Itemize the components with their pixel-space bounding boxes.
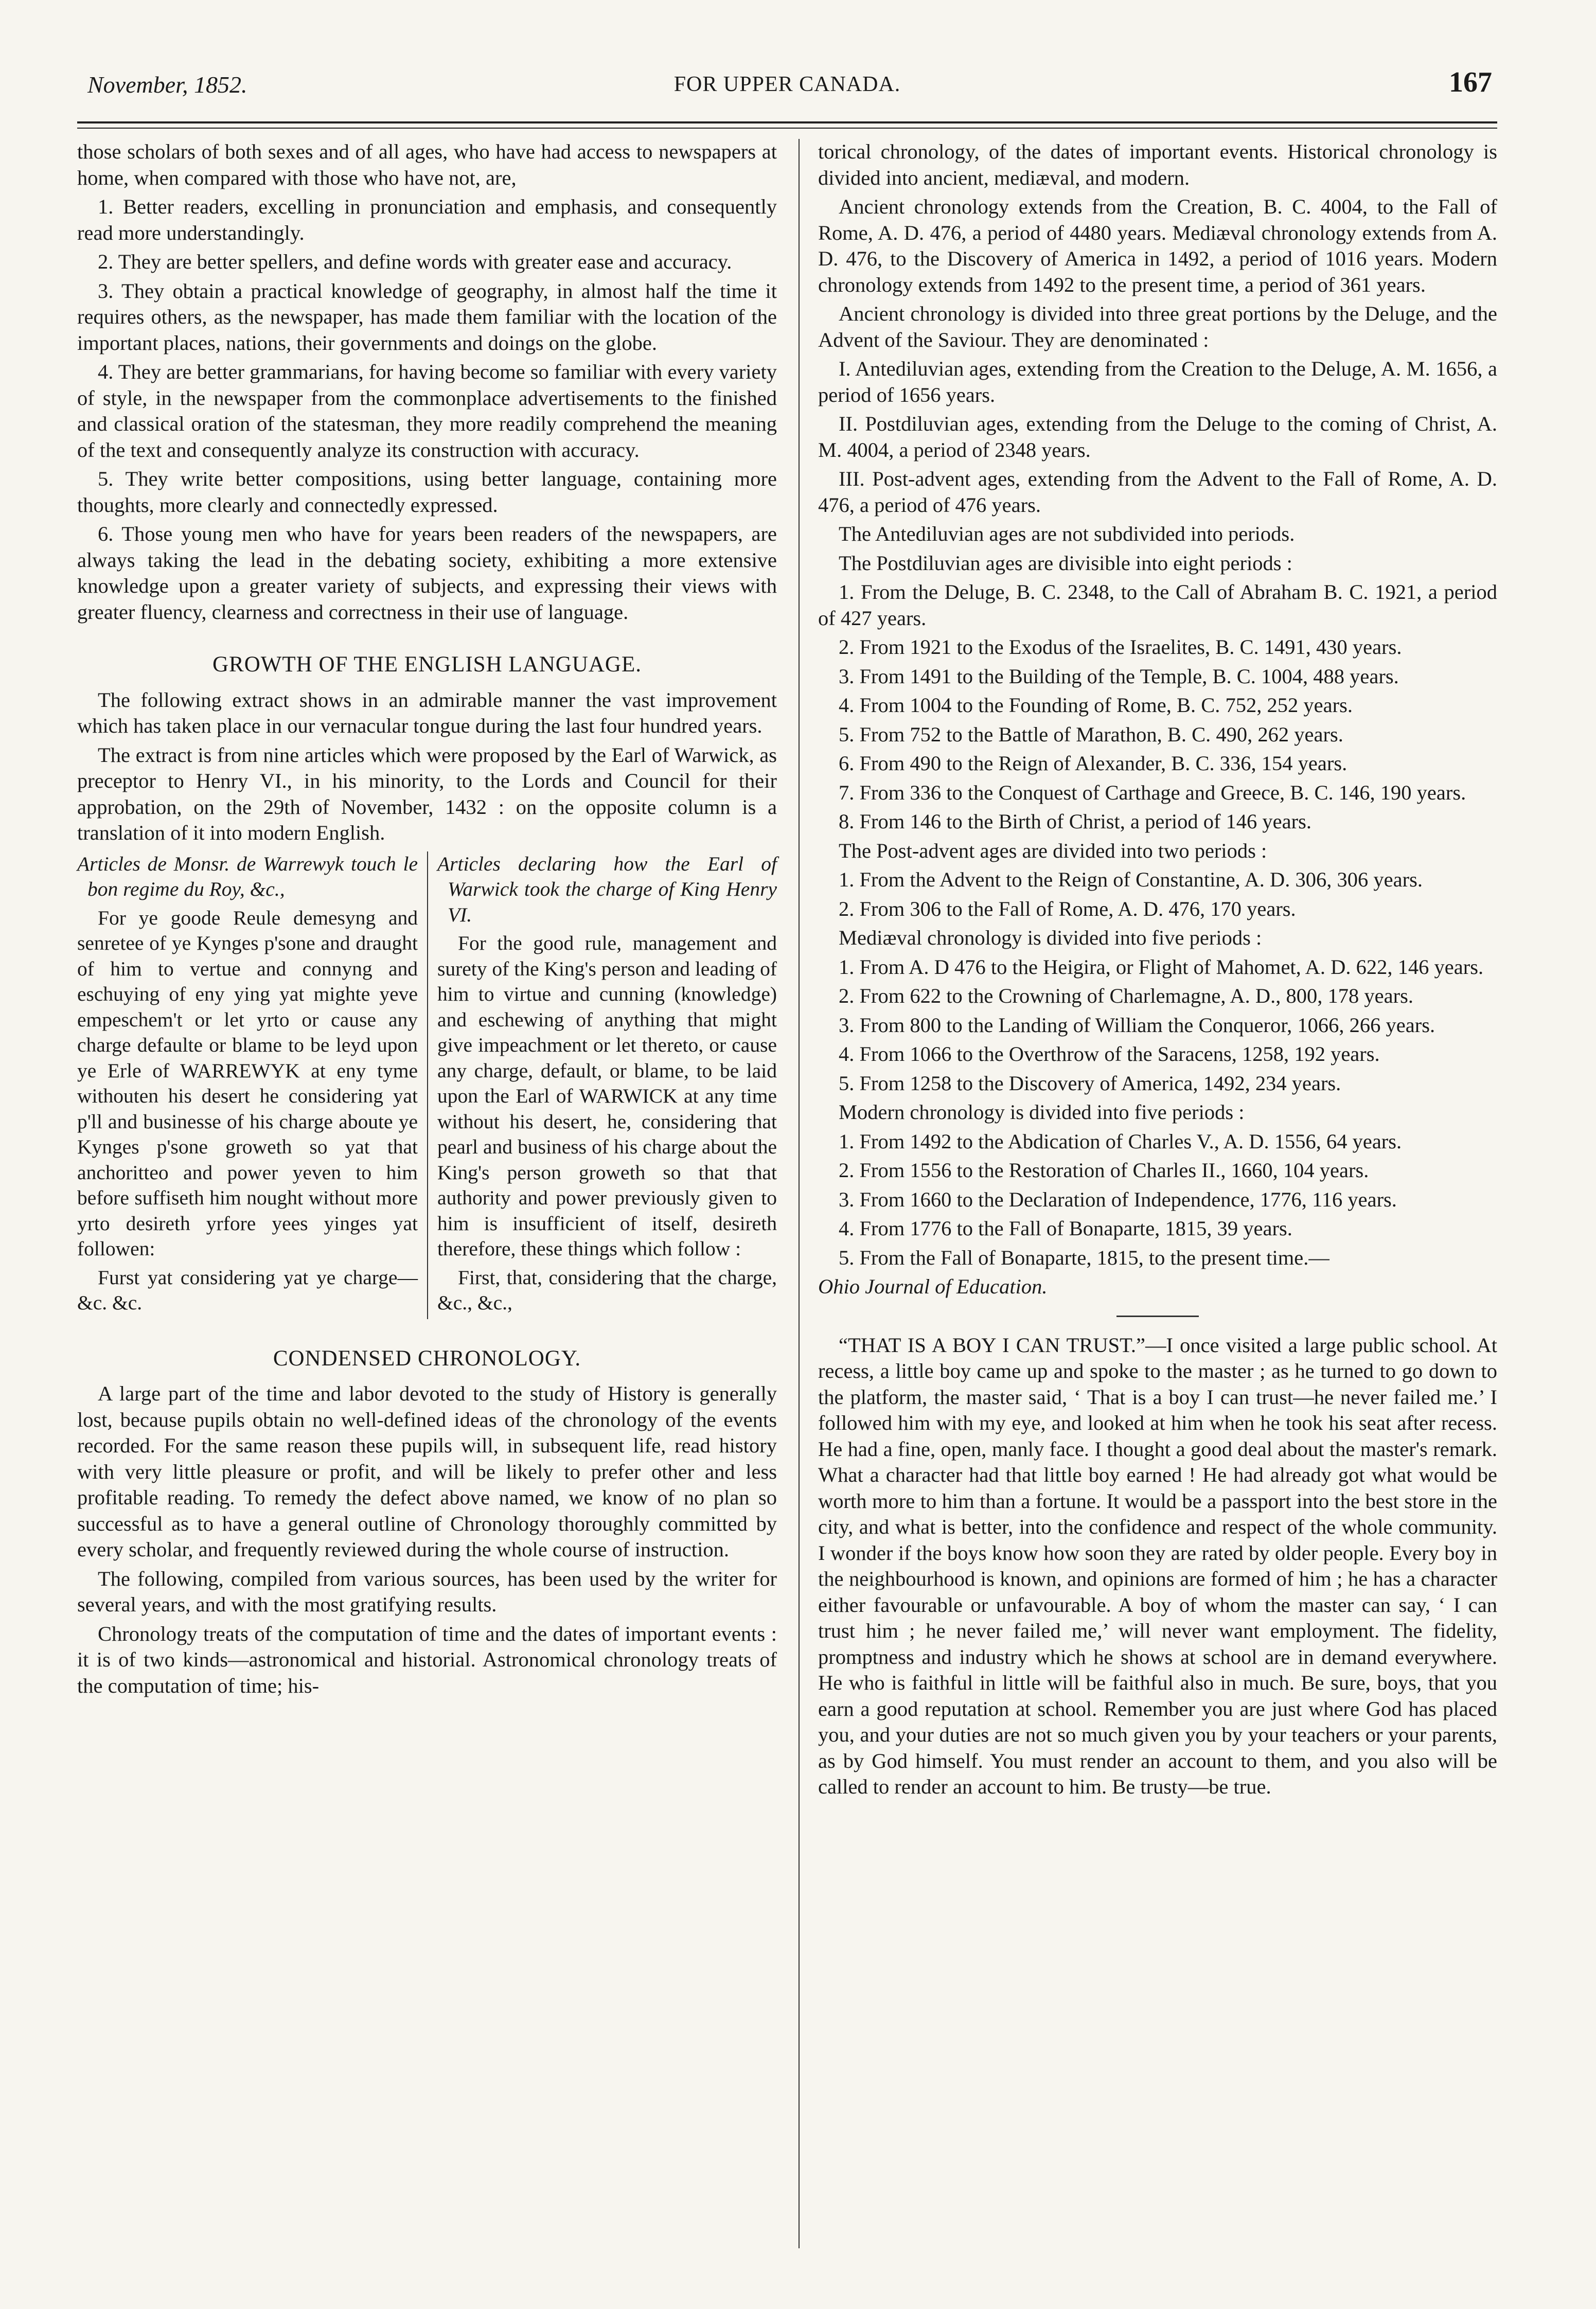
newspaper-point: 2. They are better spellers, and define words with greater ease and accuracy. (98, 250, 732, 273)
period-item: 3. From 800 to the Landing of William the Conqueror, 1066, 266 years. (839, 1013, 1435, 1037)
modern-english-title: Articles declaring how the Earl of Warwick took the charge of King Henry VI. (437, 852, 777, 926)
parallel-text (77, 851, 777, 1319)
old-english-text: For ye goode Reule demesyng and senretee of ye Kynges p'sone and draught of him to vertue and connyng and eschuying of eny ying yat mighte yeve empeschem't or let yrto or cause any charge defaulte or blame to be leyd upon ye Erle of WARREWYK at eny tyme withouten his desert he considering yat p'll and businesse of his charge aboute ye Kynges p'sone groweth so yat that anchoritteo and power yeven to him before suffiseth him nought without more yrto desireth yrfore yees yinges yat followen: (77, 906, 418, 1260)
period-item: 5. From 1258 to the Discovery of America, 1492, 234 years. (839, 1071, 1341, 1095)
period-item: 1. From the Advent to the Reign of Constantine, A. D. 306, 306 years. (839, 868, 1423, 891)
period-item: 7. From 336 to the Conquest of Carthage and Greece, B. C. 146, 190 years. (839, 780, 1466, 804)
issue-date: November, 1852. (87, 72, 247, 98)
chronology-paragraph: Ancient chronology is divided into three great portions by the Deluge, and the Advent of the Saviour. They are denominated : (818, 302, 1497, 351)
period-item: 4. From 1004 to the Founding of Rome, B. C. 752, 252 years. (839, 694, 1353, 717)
column-divider (799, 139, 800, 2248)
modern-english-end: First, that, considering that the charge, &c., &c., (437, 1266, 777, 1314)
source-citation: Ohio Journal of Education. (818, 1275, 1048, 1298)
newspaper-point: 4. They are better grammarians, for having become so familiar with every variety of style, in the newspaper from the commonplace advertisements to the finished and classical oration of the statesman, they more readily comprehend the meaning of the text and consequently analyze its construction with accuracy. (77, 360, 777, 461)
period-item: 1. From 1492 to the Abdication of Charles V., A. D. 1556, 64 years. (839, 1129, 1402, 1153)
old-english-end: Furst yat considering yat ye charge—&c. &c. (77, 1266, 418, 1314)
growth-heading: GROWTH OF THE ENGLISH LANGUAGE. (212, 652, 642, 677)
chronology-note: The Antediluvian ages are not subdivided into periods. (839, 522, 1295, 545)
period-item: 3. From 1491 to the Building of the Temple, B. C. 1004, 488 years. (839, 664, 1399, 688)
period-item: 2. From 306 to the Fall of Rome, A. D. 476, 170 years. (839, 897, 1296, 920)
period-item: 1. From A. D 476 to the Heigira, or Flight of Mahomet, A. D. 622, 146 years. (839, 955, 1484, 979)
chronology-heading: CONDENSED CHRONOLOGY. (273, 1346, 581, 1371)
chronology-paragraph: Ancient chronology extends from the Creation, B. C. 4004, to the Fall of Rome, A. D. 476, a period of 4480 years. Mediæval chronology extends from A. D. 476, to the Discovery of America in 1492, a period of 1016 years. Modern chronology extends from 1492 to the present time, a period of 361 years. (818, 195, 1497, 296)
period-item: 4. From 1066 to the Overthrow of the Saracens, 1258, 192 years. (839, 1042, 1380, 1065)
newspaper-point: 5. They write better compositions, using better language, containing more thoughts, more clearly and connectedly expressed. (77, 467, 777, 517)
period-intro: The Post-advent ages are divided into two periods : (839, 839, 1267, 862)
age-item: I. Antediluvian ages, extending from the Creation to the Deluge, A. M. 1656, a period of 1656 years. (818, 357, 1497, 406)
section-separator (1116, 1316, 1199, 1317)
period-item: 5. From the Fall of Bonaparte, 1815, to the present time.— (839, 1246, 1329, 1269)
header-rule-thin (77, 128, 1497, 129)
left-column (77, 139, 777, 1702)
right-column (818, 139, 1497, 1803)
age-item: II. Postdiluvian ages, extending from the Deluge to the coming of Christ, A. M. 4004, a period of 2348 years. (818, 412, 1497, 461)
period-intro: Modern chronology is divided into five periods : (839, 1100, 1245, 1124)
trust-paragraph (818, 1333, 1497, 1800)
period-item: 6. From 490 to the Reign of Alexander, B. C. 336, 154 years. (839, 752, 1347, 775)
age-item: III. Post-advent ages, extending from the Advent to the Fall of Rome, A. D. 476, a period of 476 years. (818, 467, 1497, 517)
source-line (818, 1274, 1497, 1300)
header-rule (77, 121, 1497, 123)
old-english-title: Articles de Monsr. de Warrewyk touch le bon regime du Roy, &c., (77, 852, 418, 900)
period-item: 2. From 1921 to the Exodus of the Israelites, B. C. 1491, 430 years. (839, 635, 1402, 659)
chronology-paragraph: A large part of the time and labor devoted to the study of History is generally lost, because pupils obtain no well-defined ideas of the chronology of the events recorded. For the same reason these pupils will, in subsequent life, read history with very little pleasure or profit, and will be likely to prefer other and less profitable reading. To remedy the defect above named, we know of no plan so successful as to have a general outline of Chronology thoroughly committed by every scholar, and frequently reviewed during the whole course of instruction. (77, 1382, 777, 1561)
page-number: 167 (1449, 66, 1492, 98)
period-item: 4. From 1776 to the Fall of Bonaparte, 1815, 39 years. (839, 1217, 1292, 1240)
running-title: FOR UPPER CANADA. (673, 73, 901, 96)
period-item: 2. From 622 to the Crowning of Charlemagne, A. D., 800, 178 years. (839, 984, 1413, 1007)
period-intro: Mediæval chronology is divided into five periods : (839, 926, 1262, 949)
modern-english-column (427, 851, 777, 1319)
newspaper-intro: those scholars of both sexes and of all ages, who have had access to newspapers at home, when compared with those who have not, are, (77, 140, 777, 189)
period-item: 3. From 1660 to the Declaration of Independence, 1776, 116 years. (839, 1187, 1397, 1211)
newspaper-point: 1. Better readers, excelling in pronunciation and emphasis, and consequently read more understandingly. (77, 195, 777, 244)
newspaper-point: 3. They obtain a practical knowledge of geography, in almost half the time it requires others, as the newspaper, has made them familiar with the location of the important places, nations, their governments and doings on the globe. (77, 279, 777, 354)
trust-title: “THAT IS A BOY I CAN TRUST.” (839, 1333, 1146, 1357)
period-item: 2. From 1556 to the Restoration of Charles II., 1660, 104 years. (839, 1159, 1369, 1182)
growth-paragraph: The extract is from nine articles which were proposed by the Earl of Warwick, as preceptor to Henry VI., in his minority, to the Lords and Council for their approbation, on the 29th of November, 1432 : on the opposite column is a translation of it into modern English. (77, 743, 777, 844)
chronology-paragraph: The following, compiled from various sources, has been used by the writer for several years, and with the most gratifying results. (77, 1567, 777, 1616)
period-intro: The Postdiluvian ages are divisible into eight periods : (839, 551, 1292, 575)
chronology-continued: torical chronology, of the dates of important events. Historical chronology is divided into ancient, mediæval, and modern. (818, 140, 1497, 189)
period-item: 8. From 146 to the Birth of Christ, a period of 146 years. (839, 810, 1312, 833)
period-item: 1. From the Deluge, B. C. 2348, to the Call of Abraham B. C. 1921, a period of 427 years. (818, 580, 1497, 630)
newspaper-point: 6. Those young men who have for years been readers of the newspapers, are always taking the lead in the debating society, exhibiting a more extensive knowledge upon a greater variety of subjects, and expressing their views with greater fluency, clearness and correctness in their use of language. (77, 522, 777, 624)
growth-paragraph: The following extract shows in an admirable manner the vast improvement which has taken place in our vernacular tongue during the last four hundred years. (77, 688, 777, 737)
period-item: 5. From 752 to the Battle of Marathon, B. C. 490, 262 years. (839, 722, 1343, 746)
chronology-paragraph: Chronology treats of the computation of time and the dates of important events : it is of two kinds—astronomical and historial. Astronomical chronology treats of the computation of time; his- (77, 1622, 777, 1697)
trust-text: —I once visited a large public school. At recess, a little boy came up and spoke to the master ; as he turned to go down to the platform, the master said, ‘ That is a boy I can trust—he never failed me.’ I followed him with my eye, and looked at him when he took his seat after recess. He had a fine, open, manly face. I thought a good deal about the master's remark. What a character had that little boy earned ! He had already got what would be worth more to him than a fortune. It would be a passport into the best store in the city, and what is better, into the confidence and respect of the whole community. I wonder if the boys know how soon they are rated by older people. Every boy in the neighbourhood is known, and opinions are formed of him ; he has a character either favourable or unfavourable. A boy of whom the master can say, ‘ I can trust him ; he never failed me,’ will never want employment. The fidelity, promptness and industry which he shows at school are in demand everywhere. He who is faithful in little will be faithful also in much. Be sure, boys, that you earn a good reputation at school. Remember you are just where God has placed you, and your duties are not so much given you by your teachers or your parents, as by God himself. You must render an account to them, and you also will be called to render an account to him. Be trusty—be true. (818, 1333, 1497, 1798)
page-header (77, 66, 1497, 112)
modern-english-text: For the good rule, management and surety of the King's person and leading of him to virtue and cunning (knowledge) and eschewing of anything that might give impeachment or let thereto, or cause any charge, default, or blame, to be laid upon the Earl of WARWICK at any time without his desert, he, considering that pearl and business of his charge about the King's person groweth so that that authority and power previously given to him is insufficient of itself, desireth therefore, these things which follow : (437, 932, 777, 1260)
old-english-column (77, 851, 427, 1319)
